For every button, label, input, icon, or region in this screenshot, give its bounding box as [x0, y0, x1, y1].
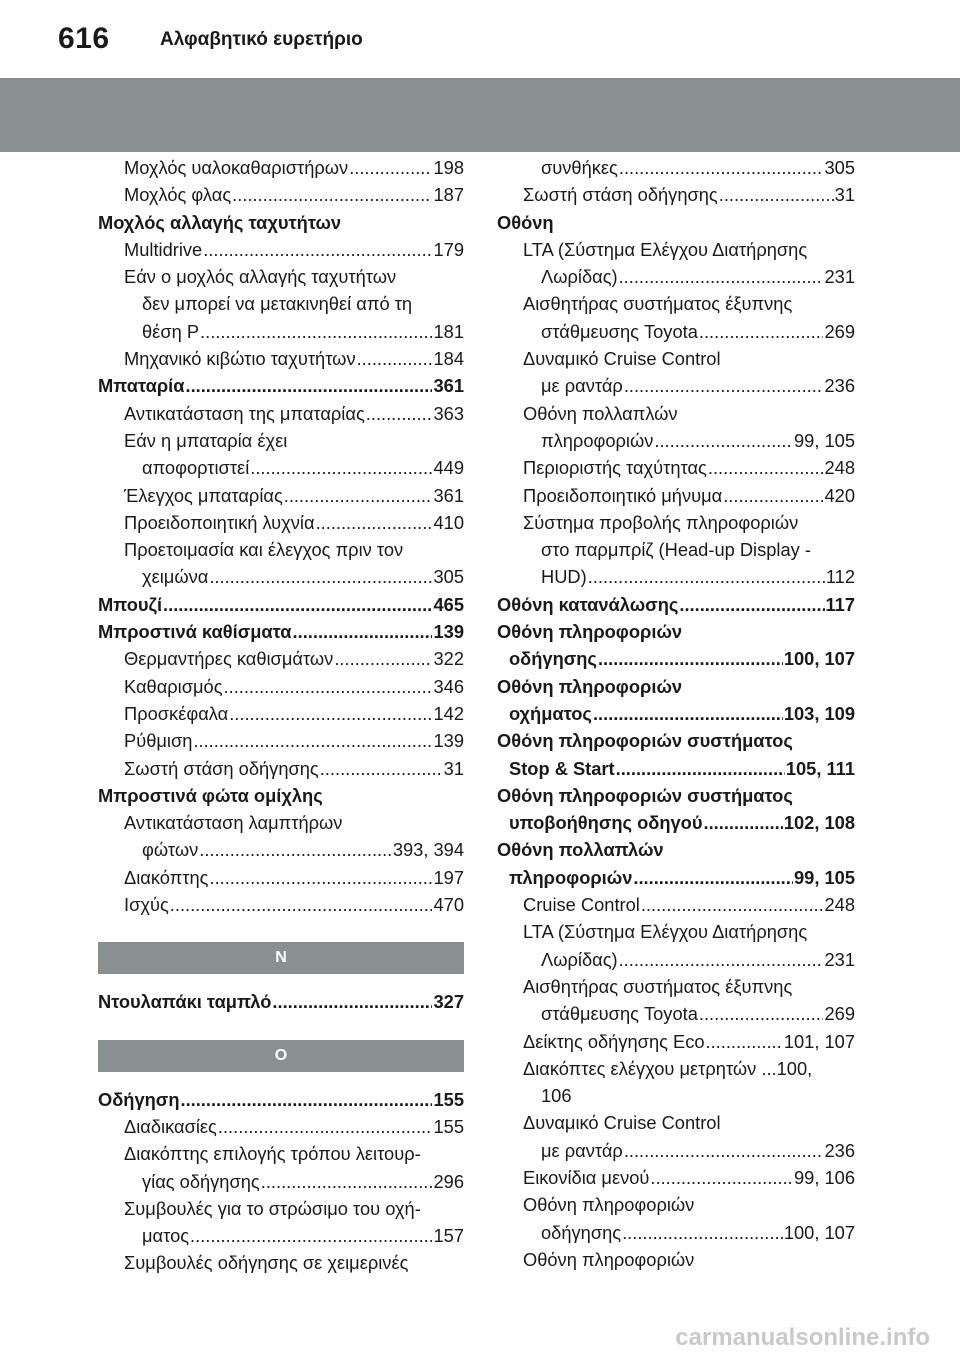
entry-page-number: 103, 109	[783, 702, 855, 724]
entry-text: Αισθητήρας συστήματος έξυπνης	[523, 293, 793, 315]
entry-text: Διακόπτης επιλογής τρόπου λειτουρ-	[124, 1143, 421, 1165]
leader-dots	[185, 372, 432, 399]
entry-text: Cruise Control	[523, 894, 640, 916]
entry-text: Εάν ο μοχλός αλλαγής ταχυτήτων	[124, 266, 397, 288]
index-entry	[98, 372, 464, 399]
entry-page-number: 305	[433, 566, 464, 588]
entry-text: 106	[541, 1085, 572, 1107]
index-entry	[98, 1140, 464, 1167]
entry-page-number: 420	[824, 484, 855, 506]
index-entry	[497, 482, 855, 509]
entry-page-number: 410	[433, 511, 464, 533]
entry-page-number: 327	[433, 991, 464, 1013]
entry-page-number: 101, 107	[783, 1030, 855, 1052]
leader-dots	[650, 1164, 793, 1191]
entry-text: Δείκτης οδήγησης Eco	[523, 1030, 705, 1052]
entry-page-number: 470	[433, 894, 464, 916]
leader-dots	[349, 154, 432, 181]
entry-text: με ραντάρ	[541, 375, 623, 397]
entry-text: γίας οδήγησης	[142, 1170, 260, 1192]
entry-page-number: 99, 105	[794, 429, 855, 451]
index-entry	[98, 318, 464, 345]
leader-dots	[619, 946, 824, 973]
leader-dots	[232, 181, 432, 208]
entry-page-number: 361	[433, 375, 464, 397]
index-entry	[497, 1137, 855, 1164]
index-entry	[98, 236, 464, 263]
entry-text: Περιοριστής ταχύτητας	[523, 457, 707, 479]
entry-text: Αντικατάσταση της μπαταρίας	[124, 402, 365, 424]
index-entry	[98, 263, 464, 290]
index-entry	[98, 1222, 464, 1249]
index-entry	[98, 1249, 464, 1276]
index-entry	[497, 755, 855, 782]
leader-dots	[320, 755, 443, 782]
index-entry	[497, 1028, 855, 1055]
entry-text: αποφορτιστεί	[142, 457, 250, 479]
index-entry	[98, 727, 464, 754]
entry-text: Συμβουλές για το στρώσιμο του οχή-	[124, 1197, 421, 1219]
index-entry	[497, 645, 855, 672]
index-entry	[497, 290, 855, 317]
entry-page-number: 231	[824, 948, 855, 970]
entry-text: HUD)	[541, 566, 587, 588]
index-entry	[497, 236, 855, 263]
leader-dots	[708, 454, 824, 481]
entry-text: οδήγησης	[541, 1221, 622, 1243]
leader-dots	[633, 864, 793, 891]
leader-dots	[619, 154, 824, 181]
leader-dots	[719, 181, 834, 208]
entry-page-number: 231	[824, 266, 855, 288]
entry-text: Μπροστινά φώτα ομίχλης	[98, 784, 323, 806]
entry-text: LTA (Σύστημα Ελέγχου Διατήρησης	[523, 921, 808, 943]
index-entry	[497, 563, 855, 590]
entry-page-number: 322	[433, 648, 464, 670]
index-entry	[497, 372, 855, 399]
entry-page-number: 117	[825, 593, 855, 615]
entry-text: Μπουζί	[98, 593, 163, 615]
entry-text: Οθόνη πολλαπλών	[497, 839, 664, 861]
entry-text: Μοχλός υαλοκαθαριστήρων	[124, 157, 349, 178]
index-entry	[497, 509, 855, 536]
index-entry	[98, 154, 464, 181]
entry-text: Οθόνη πληροφοριών συστήματος	[497, 730, 793, 752]
leader-dots	[261, 1168, 433, 1195]
index-entry	[497, 1246, 855, 1273]
entry-text: Οθόνη πληροφοριών	[523, 1194, 695, 1216]
index-entry	[98, 700, 464, 727]
index-entry	[497, 427, 855, 454]
entry-text: Οθόνη πληροφοριών	[497, 621, 683, 643]
entry-text: πληροφοριών	[509, 866, 633, 888]
entry-text: Σύστημα προβολής πληροφοριών	[523, 511, 799, 533]
leader-dots	[593, 700, 783, 727]
entry-text: Προειδοποιητική λυχνία	[124, 511, 315, 533]
entry-text: Προετοιμασία και έλεγχος πριν τον	[124, 539, 404, 561]
index-entry	[497, 318, 855, 345]
index-entry	[497, 1219, 855, 1246]
entry-text: Stop & Start	[509, 757, 615, 779]
leader-dots	[316, 509, 433, 536]
leader-dots	[334, 645, 432, 672]
leader-dots	[616, 755, 785, 782]
entry-page-number: 31	[443, 757, 464, 779]
entry-text: υποβοήθησης οδηγού	[509, 812, 703, 834]
index-entry	[98, 536, 464, 563]
leader-dots	[209, 864, 432, 891]
leader-dots	[588, 563, 825, 590]
leader-dots	[229, 700, 432, 727]
leader-dots	[170, 891, 433, 918]
index-entry	[497, 918, 855, 945]
leader-dots	[654, 427, 793, 454]
entry-text: Σωστή στάση οδήγησης	[124, 757, 319, 779]
index-entry	[98, 1113, 464, 1140]
index-entry	[98, 563, 464, 590]
entry-page-number: 181	[433, 320, 464, 342]
section-letter-n: N	[98, 942, 464, 974]
leader-dots	[641, 891, 824, 918]
entry-text: με ραντάρ	[541, 1139, 623, 1161]
entry-text: Μπαταρία	[98, 375, 185, 397]
entry-text: Οθόνη πληροφοριών	[523, 1248, 695, 1270]
entry-text: Εικονίδια μενού	[523, 1166, 650, 1188]
watermark: carmanualsonline.info	[675, 1324, 930, 1351]
leader-dots	[706, 1028, 783, 1055]
entry-text: Διακόπτες ελέγχου μετρητών ...100,	[523, 1057, 813, 1079]
index-entry	[497, 1191, 855, 1218]
entry-text: LTA (Σύστημα Ελέγχου Διατήρησης	[523, 238, 808, 260]
right-column	[497, 154, 855, 1273]
leader-dots	[622, 1219, 783, 1246]
entry-text: στάθμευσης Toyota	[541, 1003, 698, 1025]
entry-page-number: 449	[433, 457, 464, 479]
index-entry	[497, 673, 855, 700]
index-entry	[497, 1164, 855, 1191]
leader-dots	[293, 618, 433, 645]
entry-text: στο παρμπρίζ (Head-up Display -	[541, 539, 811, 561]
leader-dots	[723, 482, 823, 509]
entry-page-number: 155	[433, 1088, 464, 1110]
index-entry	[98, 673, 464, 700]
index-entry	[98, 782, 464, 809]
entry-page-number: 112	[825, 566, 855, 588]
entry-page-number: 236	[824, 375, 855, 397]
entry-text: Θερμαντήρες καθισμάτων	[124, 648, 334, 670]
entry-page-number: 100, 107	[783, 1221, 855, 1243]
section-letter-o: O	[98, 1040, 464, 1072]
index-entry	[497, 154, 855, 181]
index-entry	[497, 700, 855, 727]
entry-text: Οθόνη πολλαπλών	[523, 402, 678, 424]
entry-page-number: 99, 105	[794, 866, 855, 888]
entry-page-number: 31	[834, 184, 855, 206]
entry-page-number: 363	[433, 402, 464, 424]
index-entry	[497, 836, 855, 863]
leader-dots	[163, 591, 432, 618]
index-entry	[497, 400, 855, 427]
entry-text: Δυναμικό Cruise Control	[523, 1112, 721, 1134]
entry-text: Λωρίδας)	[541, 948, 618, 970]
entry-page-number: 184	[433, 348, 464, 370]
index-entry	[497, 946, 855, 973]
index-entry	[98, 1086, 464, 1113]
entry-text: Ισχύς	[124, 894, 169, 916]
page-title: Αλφαβητικό ευρετήριο	[160, 29, 363, 50]
index-entry	[98, 482, 464, 509]
entry-text: Προειδοποιητικό μήνυμα	[523, 484, 723, 506]
entry-text: Οθόνη	[497, 211, 554, 233]
index-entry	[497, 591, 855, 618]
entry-page-number: 198	[433, 157, 464, 178]
entry-text: πληροφοριών	[541, 429, 654, 451]
entry-text: Ρύθμιση	[124, 730, 193, 752]
leader-dots	[284, 482, 433, 509]
index-entry	[98, 836, 464, 863]
index-entry	[497, 1055, 855, 1082]
index-entry	[98, 755, 464, 782]
leader-dots	[699, 318, 824, 345]
entry-page-number: 248	[824, 894, 855, 916]
entry-page-number: 197	[433, 866, 464, 888]
entry-text: Ντουλαπάκι ταμπλό	[98, 991, 272, 1013]
index-entry	[98, 864, 464, 891]
entry-text: Διαδικασίες	[124, 1115, 217, 1137]
entry-text: Οθόνη κατανάλωσης	[497, 593, 679, 615]
entry-text: Σωστή στάση οδήγησης	[523, 184, 718, 206]
index-entry	[497, 973, 855, 1000]
index-entry	[98, 891, 464, 918]
index-entry	[98, 290, 464, 317]
index-group-m	[98, 154, 464, 918]
header-band	[0, 78, 960, 152]
entry-text: χειμώνα	[142, 566, 209, 588]
leader-dots	[193, 727, 432, 754]
leader-dots	[357, 345, 433, 372]
leader-dots	[619, 263, 824, 290]
entry-text: Οθόνη πληροφοριών	[497, 675, 683, 697]
page-number: 616	[58, 22, 110, 55]
page-header	[0, 0, 960, 64]
entry-text: Καθαρισμός	[124, 675, 223, 697]
index-entry	[497, 345, 855, 372]
entry-text: Συμβουλές οδήγησης σε χειμερινές	[124, 1252, 409, 1274]
entry-page-number: 393, 394	[392, 839, 464, 861]
entry-text: Προσκέφαλα	[124, 702, 229, 724]
entry-page-number: 139	[433, 621, 464, 643]
entry-text: Αντικατάσταση λαμπτήρων	[124, 812, 343, 834]
index-entry	[497, 1000, 855, 1027]
entry-page-number: 100, 107	[783, 648, 855, 670]
entry-text: Δυναμικό Cruise Control	[523, 348, 721, 370]
leader-dots	[598, 645, 783, 672]
index-entry	[98, 1168, 464, 1195]
leader-dots	[199, 836, 392, 863]
index-entry	[98, 427, 464, 454]
entry-page-number: 157	[433, 1225, 464, 1247]
index-entry	[98, 181, 464, 208]
index-entry	[497, 864, 855, 891]
entry-text: οδήγησης	[509, 648, 597, 670]
entry-text: Μπροστινά καθίσματα	[98, 621, 292, 643]
entry-page-number: 102, 108	[783, 812, 855, 834]
entry-text: Έλεγχος μπαταρίας	[124, 484, 283, 506]
entry-text: στάθμευσης Toyota	[541, 320, 698, 342]
index-group-o	[98, 1086, 464, 1277]
entry-page-number: 142	[433, 702, 464, 724]
entry-page-number: 269	[824, 1003, 855, 1025]
entry-text: δεν μπορεί να μετακινηθεί από τη	[142, 293, 413, 315]
entry-page-number: 155	[433, 1115, 464, 1137]
entry-page-number: 187	[433, 184, 464, 206]
entry-text: Μοχλός αλλαγής ταχυτήτων	[98, 211, 342, 233]
leader-dots	[624, 372, 824, 399]
index-entry	[497, 263, 855, 290]
index-group-n	[98, 988, 464, 1015]
entry-text: θέση P	[142, 320, 200, 342]
entry-text: Αισθητήρας συστήματος έξυπνης	[523, 975, 793, 997]
index-entry	[98, 400, 464, 427]
index-entry	[98, 591, 464, 618]
leader-dots	[366, 400, 433, 427]
leader-dots	[218, 1113, 433, 1140]
index-group-o-cont	[497, 154, 855, 1273]
index-entry	[497, 209, 855, 236]
index-entry	[497, 454, 855, 481]
entry-page-number: 346	[433, 675, 464, 697]
entry-text: Multidrive	[124, 238, 203, 260]
entry-page-number: 296	[433, 1170, 464, 1192]
entry-text: Λωρίδας)	[541, 266, 618, 288]
index-entry	[98, 345, 464, 372]
leader-dots	[224, 673, 433, 700]
entry-page-number: 105, 111	[785, 757, 855, 779]
left-column	[98, 154, 464, 1277]
entry-page-number: 99, 106	[794, 1166, 855, 1188]
index-entry	[98, 209, 464, 236]
leader-dots	[679, 591, 824, 618]
index-entry	[497, 1109, 855, 1136]
index-entry	[98, 988, 464, 1015]
entry-page-number: 269	[824, 320, 855, 342]
entry-text: οχήματος	[509, 702, 592, 724]
entry-page-number: 179	[433, 238, 464, 260]
entry-text: ματος	[142, 1225, 190, 1247]
index-entry	[98, 809, 464, 836]
entry-text: Μηχανικό κιβώτιο ταχυτήτων	[124, 348, 356, 370]
entry-text: Οθόνη πληροφοριών συστήματος	[497, 784, 793, 806]
entry-text: φώτων	[142, 839, 199, 861]
leader-dots	[209, 563, 432, 590]
index-entry	[98, 618, 464, 645]
entry-page-number: 465	[433, 593, 464, 615]
leader-dots	[699, 1000, 824, 1027]
index-entry	[98, 454, 464, 481]
leader-dots	[190, 1222, 432, 1249]
entry-text: Οδήγηση	[98, 1088, 180, 1110]
index-entry	[497, 1082, 855, 1109]
leader-dots	[180, 1086, 432, 1113]
index-entry	[497, 536, 855, 563]
leader-dots	[250, 454, 432, 481]
index-entry	[497, 809, 855, 836]
entry-page-number: 248	[824, 457, 855, 479]
leader-dots	[203, 236, 432, 263]
entry-page-number: 361	[433, 484, 464, 506]
leader-dots	[704, 809, 783, 836]
entry-page-number: 139	[433, 730, 464, 752]
index-entry	[98, 1195, 464, 1222]
entry-text: συνθήκες	[541, 157, 618, 178]
index-entry	[497, 891, 855, 918]
leader-dots	[200, 318, 432, 345]
index-entry	[497, 181, 855, 208]
index-entry	[497, 618, 855, 645]
entry-text: Διακόπτης	[124, 866, 209, 888]
index-entry	[497, 727, 855, 754]
index-entry	[497, 782, 855, 809]
leader-dots	[272, 988, 432, 1015]
entry-text: Μοχλός φλας	[124, 184, 232, 206]
entry-page-number: 305	[824, 157, 855, 178]
index-entry	[98, 645, 464, 672]
entry-page-number: 236	[824, 1139, 855, 1161]
entry-text: Εάν η μπαταρία έχει	[124, 429, 288, 451]
leader-dots	[624, 1137, 824, 1164]
index-entry	[98, 509, 464, 536]
